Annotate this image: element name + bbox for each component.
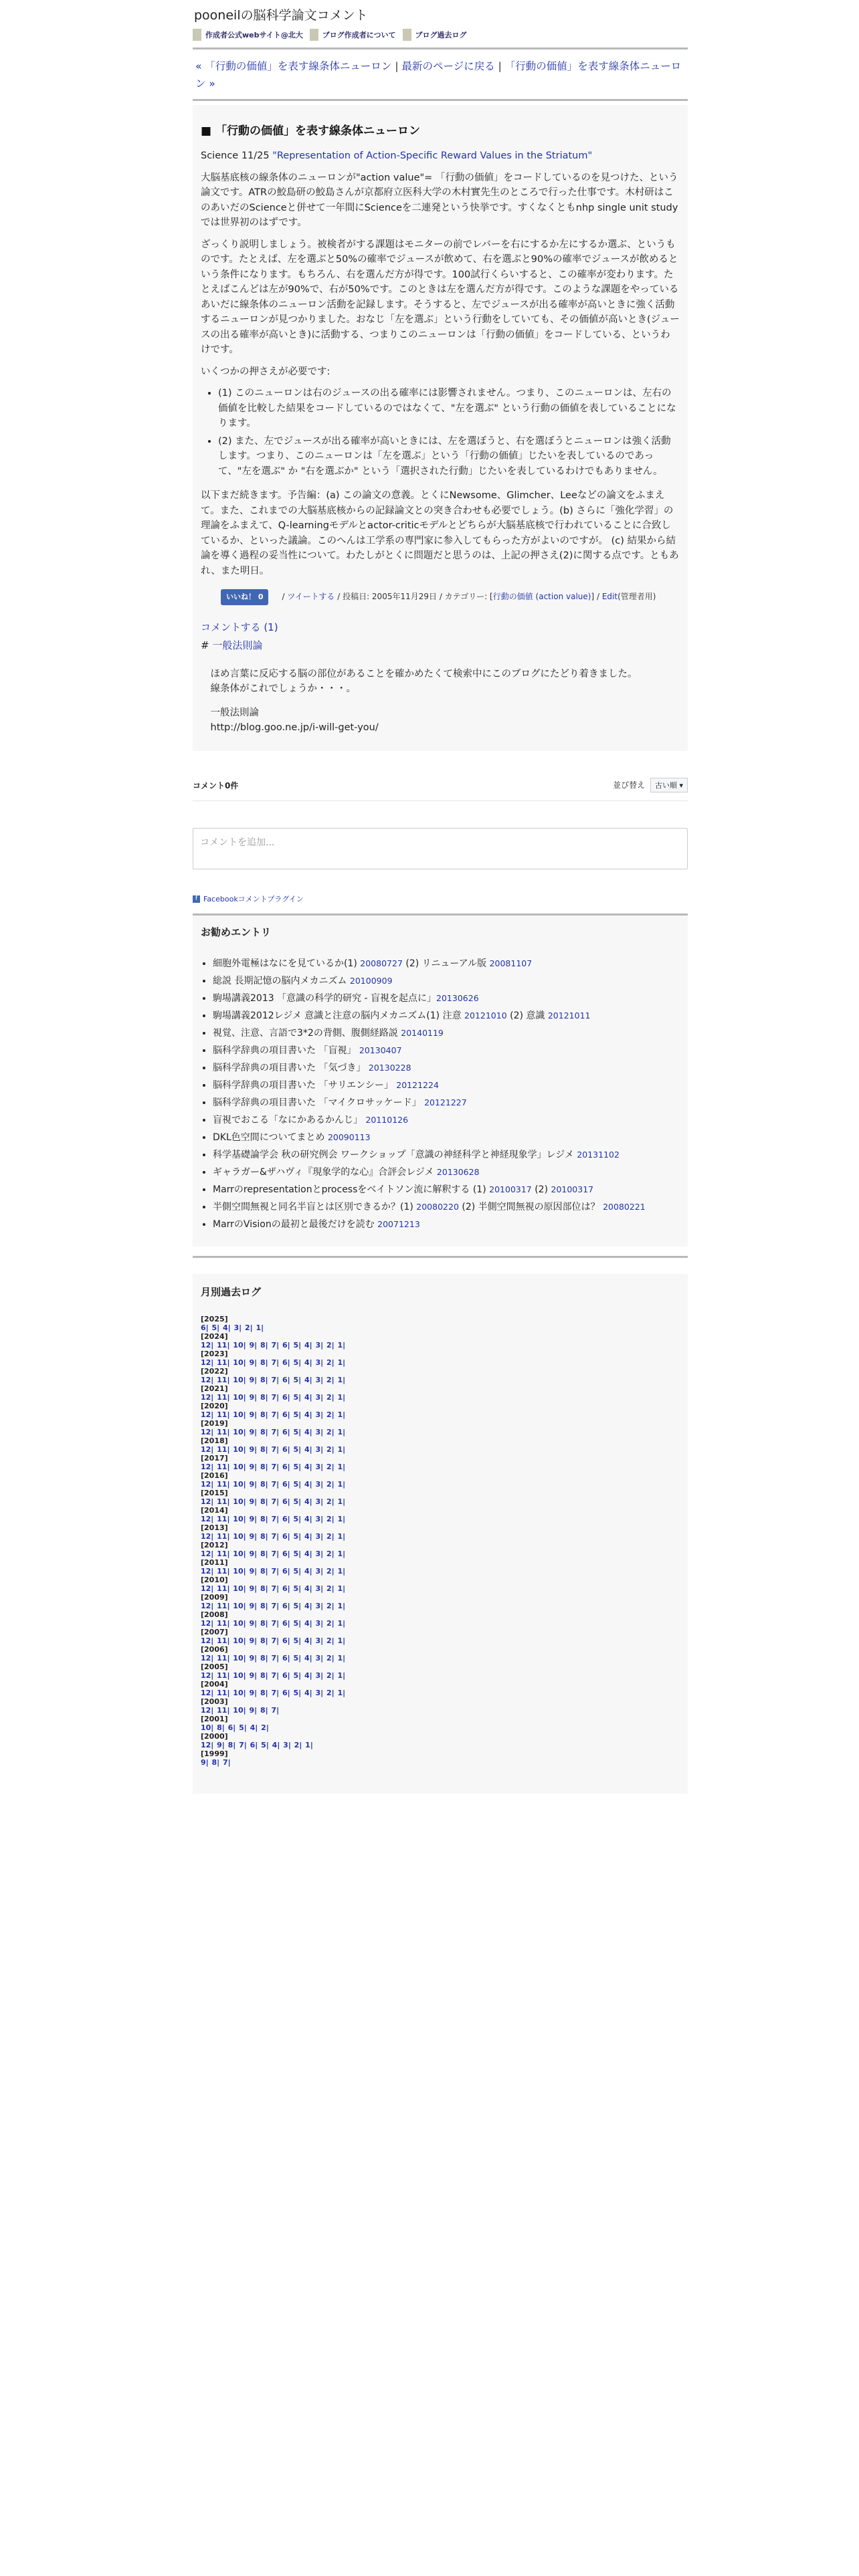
list-item (213, 1059, 680, 1077)
archive-month-links[interactable]: 12| 11| 10| 9| 8| 7| 6| 5| 4| 3| 2| 1| (201, 1549, 346, 1558)
sort-control (613, 778, 688, 792)
recommended-date-link[interactable]: 20100317 (551, 1184, 594, 1194)
facebook-plugin-credit (193, 893, 688, 904)
archive-month-links[interactable]: 12| 11| 10| 9| 8| 7| 6| 5| 4| 3| 2| 1| (201, 1671, 346, 1680)
recommended-date-link[interactable]: 20130628 (436, 1167, 480, 1177)
top-link-official-site[interactable] (193, 29, 303, 41)
recommended-text: 駒場講義2012レジメ 意識と注意の脳内メカニズム(1) 注意 (213, 1010, 465, 1021)
recommended-date-link[interactable]: 20080220 (416, 1202, 459, 1212)
points-list (201, 386, 680, 479)
source-prefix: Science 11/25 (201, 150, 273, 161)
comment-author (201, 638, 680, 652)
archive-year: [2000] (201, 1732, 228, 1741)
archive-month-links[interactable]: 12| 11| 10| 9| 8| 7| 6| 5| 4| 3| 2| 1| (201, 1689, 346, 1697)
recommended-text: 盲視でおこる「なにかあるかんじ」 (213, 1115, 366, 1125)
archive-month-links[interactable]: 9| 8| 7| (201, 1758, 231, 1767)
archive-month-links[interactable]: 12| 11| 10| 9| 8| 7| 6| 5| 4| 3| 2| 1| (201, 1515, 346, 1523)
list-item (213, 1094, 680, 1111)
recommended-text: (2) 意識 (506, 1010, 548, 1021)
category-link[interactable]: 行動の価値 (action value) (492, 592, 591, 601)
archive-title: 月別過去ログ (201, 1286, 262, 1298)
recommended-text: 細胞外電極はなにを見ているか(1) (213, 958, 361, 969)
recommended-entries (193, 916, 688, 1247)
link-marker-icon (403, 29, 411, 41)
archive-month-links[interactable]: 12| 11| 10| 9| 8| 7| 6| 5| 4| 3| 2| 1| (201, 1654, 346, 1662)
list-item (213, 1111, 680, 1129)
list-item (213, 1216, 680, 1233)
archive-year: [2011] (201, 1558, 228, 1567)
recommended-date-link[interactable]: 20080727 (360, 958, 403, 968)
archive-year: [2020] (201, 1402, 228, 1410)
list-item (213, 1007, 680, 1025)
recommended-text: (2) (531, 1184, 551, 1195)
facebook-icon: f (193, 895, 200, 903)
archive-month-links[interactable]: 12| 11| 10| 9| 8| 7| 6| 5| 4| 3| 2| 1| (201, 1602, 346, 1610)
recommended-text: 総説 長期記憶の脳内メカニズム (213, 976, 350, 986)
archive-year: [2010] (201, 1576, 228, 1584)
list-item (213, 1077, 680, 1094)
archive-month-links[interactable]: 12| 9| 8| 7| 6| 5| 4| 3| 2| 1| (201, 1741, 313, 1749)
top-link-label: 作成者公式webサイト@北大 (205, 31, 303, 39)
comment-line: ほめ言葉に反応する脳の部位があることを確かめたくて検索中にこのブログにたどり着きました。 (201, 669, 638, 679)
archive-month-links[interactable]: 12| 11| 10| 9| 8| 7| 6| 5| 4| 3| 2| 1| (201, 1463, 346, 1471)
archive-month-links[interactable]: 12| 11| 10| 9| 8| 7| (201, 1706, 280, 1715)
list-item (213, 1129, 680, 1146)
entry (193, 105, 688, 751)
archive-year: [2024] (201, 1332, 228, 1341)
hash-icon: # (201, 639, 209, 651)
monthly-archive (193, 1274, 688, 1794)
paragraph: いくつかの押さえが必要です: (201, 366, 330, 377)
list-item (213, 1181, 680, 1198)
archive-list (201, 1315, 680, 1767)
archive-year: [2016] (201, 1471, 228, 1480)
comment-line: 線条体がこれでしょうか・・・。 (201, 683, 356, 694)
archive-year: [2001] (201, 1715, 228, 1723)
posted-info: / 投稿日: 2005年11月29日 / カテゴリー: [ (335, 592, 493, 601)
recommended-date-link[interactable]: 20130407 (359, 1045, 402, 1055)
archive-month-links[interactable]: 12| 11| 10| 9| 8| 7| 6| 5| 4| 3| 2| 1| (201, 1445, 346, 1454)
archive-year: [2015] (201, 1489, 228, 1497)
recommended-text: DKL色空間についてまとめ (213, 1132, 328, 1143)
archive-year: [2004] (201, 1680, 228, 1689)
square-icon: ■ (201, 124, 212, 138)
list-item: • (2) また、左でジュースが出る確率が高いときには、左を選ぼうと、右を選ぼうとニューロンは強く活動します。つまり、このニューロンは「左を選ぶ」という「行動の価値」じたいを表しているのであって、"左を選ぶ" か "右を選ぶか" という「選択された行動」じたいを表しているわけでもありません。 (218, 434, 680, 479)
home-link[interactable]: 最新のページに戻る (401, 60, 495, 72)
archive-month-links[interactable]: 12| 11| 10| 9| 8| 7| 6| 5| 4| 3| 2| 1| (201, 1497, 346, 1506)
comment-count-link[interactable]: コメントする (1) (201, 621, 278, 633)
entry-title-text: 「行動の価値」を表す線条体ニューロン (215, 124, 420, 138)
recommended-date-link[interactable]: 20090113 (327, 1132, 371, 1142)
archive-year: [2023] (201, 1350, 228, 1358)
archive-year: [2012] (201, 1541, 228, 1549)
archive-year: [2007] (201, 1628, 228, 1636)
page (193, 0, 688, 1794)
archive-month-links[interactable]: 12| 11| 10| 9| 8| 7| 6| 5| 4| 3| 2| 1| (201, 1393, 346, 1402)
comment-author-link[interactable]: 一般法則論 (212, 639, 263, 651)
recommended-date-link[interactable]: 20140119 (401, 1028, 444, 1038)
recommended-date-link[interactable]: 20121011 (547, 1010, 591, 1021)
divider (193, 1256, 688, 1258)
recommended-date-link[interactable]: 20121224 (396, 1080, 439, 1090)
recommended-date-link[interactable]: 20071213 (377, 1219, 420, 1229)
footer-separator: ] / (591, 592, 602, 601)
nav-separator: | (494, 60, 505, 72)
list-item: • (1) このニューロンは右のジュースの出る確率には影響されません。つまり、このニューロンは、左右の価値を比較した結果をコードしているのではなくて、"左を選ぶ" という行動の価値を表していることになります。 (218, 386, 680, 431)
archive-year: [2019] (201, 1419, 228, 1428)
link-marker-icon (310, 29, 318, 41)
archive-month-links[interactable]: 12| 11| 10| 9| 8| 7| 6| 5| 4| 3| 2| 1| (201, 1480, 346, 1489)
facebook-comments-header (193, 778, 688, 801)
recommended-text: 科学基礎論学会 秋の研究例会 ワークショップ「意識の神経科学と神経現象学」レジメ (213, 1150, 577, 1160)
archive-month-links[interactable]: 12| 11| 10| 9| 8| 7| 6| 5| 4| 3| 2| 1| (201, 1341, 346, 1350)
recommended-text: 視覚、注意、言語で3*2の背側、腹側経路説 (213, 1028, 401, 1039)
list-item (213, 1146, 680, 1164)
list-item (213, 990, 680, 1007)
recommended-date-link[interactable]: 20081107 (489, 958, 533, 968)
archive-month-links[interactable]: 12| 11| 10| 9| 8| 7| 6| 5| 4| 3| 2| 1| (201, 1376, 346, 1384)
facebook-like-button[interactable]: いいね！ 0 (221, 589, 268, 605)
paragraph: 大脳基底核の線条体のニューロンが"action value"= 「行動の価値」をコードしているのを見つけた、という論文です。ATRの鮫島研の鮫島さんが京都府立医科大学の木村實先生のところで行った仕事です。木村研はこのあいだのScienceと併せて一年間にScienceを二連発という快挙です。すくなくともnhp single unit studyでは世界初のはずです。 (201, 172, 678, 228)
archive-month-links[interactable]: 12| 11| 10| 9| 8| 7| 6| 5| 4| 3| 2| 1| (201, 1619, 346, 1628)
archive-year: [2017] (201, 1454, 228, 1463)
next-entry-link[interactable]: 「行動の価値」を表す線条体ニューロン » (195, 60, 682, 90)
paragraph: 以下まだ続きます。予告編：(a) この論文の意義。とくにNewsome、Glimcher、Leeなどの論文をふまえて。また、これまでの大脳基底核からの記録論文との突き合わせも必要でしょう。(b) さらに「強化学習」の理論をふまえて、Q-learningモデルとactor-criticモデルとどちらが大脳基底核で行われていることに合致しているか、といった議論。このへんは工学系の専門家に参入してもらった方がよいのですが。 (c) 結果から結論を導く過程の妥当性について。わたしがとくに問題だと思うのは、上記の押さえ(2)に関する点です。ともあれ、また明日。 (201, 490, 679, 576)
facebook-comment-count: コメント0件 (193, 780, 239, 790)
archive-year: [2025] (201, 1315, 228, 1323)
archive-year: [2003] (201, 1697, 228, 1706)
archive-month-links[interactable]: 12| 11| 10| 9| 8| 7| 6| 5| 4| 3| 2| 1| (201, 1532, 346, 1541)
list-item (213, 1198, 680, 1216)
list-item (213, 1042, 680, 1059)
archive-year: [2009] (201, 1593, 228, 1602)
list-item (213, 1025, 680, 1042)
link-marker-icon (193, 29, 201, 41)
top-link-blog-archive[interactable] (403, 29, 467, 41)
facebook-plugin-link[interactable]: Facebookコメントプラグイン (203, 895, 304, 903)
list-item (213, 1164, 680, 1181)
archive-month-links[interactable]: 6| 5| 4| 3| 2| 1| (201, 1323, 264, 1332)
recommended-text: 脳科学辞典の項目書いた 「サリエンシー」 (213, 1080, 397, 1091)
nav-separator: | (391, 60, 402, 72)
recommended-text: (2) 半側空間無視の原因部位は？ (458, 1202, 603, 1212)
archive-month-links[interactable]: 12| 11| 10| 9| 8| 7| 6| 5| 4| 3| 2| 1| (201, 1636, 346, 1645)
archive-month-links[interactable]: 12| 11| 10| 9| 8| 7| 6| 5| 4| 3| 2| 1| (201, 1428, 346, 1436)
archive-year: [2013] (201, 1523, 228, 1532)
entry-body (201, 148, 680, 578)
archive-year: [2014] (201, 1506, 228, 1515)
recommended-date-link[interactable]: 20100317 (489, 1184, 532, 1194)
recommended-date-link[interactable]: 20130626 (436, 993, 479, 1003)
entry-source (201, 148, 680, 164)
top-link-about-author[interactable] (310, 29, 396, 41)
recommended-date-link[interactable]: 20121010 (464, 1010, 507, 1021)
sort-select[interactable]: 古い順 ▾ (650, 778, 688, 792)
list-item (213, 972, 680, 990)
recommended-list (201, 955, 680, 1233)
recommended-date-link[interactable]: 20130228 (368, 1063, 411, 1073)
recommended-text: 脳科学辞典の項目書いた 「気づき」 (213, 1063, 369, 1073)
archive-year: [2018] (201, 1436, 228, 1445)
recommended-text: 脳科学辞典の項目書いた 「盲視」 (213, 1045, 359, 1056)
recommended-text: 脳科学辞典の項目書いた 「マイクロサッケード」 (213, 1097, 425, 1108)
recommended-title: お勧めエントリ (201, 926, 272, 938)
archive-month-links[interactable]: 12| 11| 10| 9| 8| 7| 6| 5| 4| 3| 2| 1| (201, 1358, 346, 1367)
paragraph: ざっくり説明しましょう。被検者がする課題はモニターの前でレバーを右にするか左にするか選ぶ、というものです。たとえば、左を選ぶと50%の確率でジュースが飲めて、右を選ぶと90%の確率でジュースが飲めるという条件になります。もちろん、右を選んだ方が得です。100試行くらいすると、この確率が変わります。たとえばこんどは左が90%で、右が50%です。このときは左を選んだ方が得です。このような課題をやっているあいだに線条体のニューロン活動を記録します。そうすると、左でジュースが出る確率が高いときに強く活動するニューロンが見つかりました。おなじ「左を選ぶ」という行動をしていても、その価値が高いとき(ジュースの出る確率が高いとき)に活動する、つまりこのニューロンは「行動の価値」をコードしている、というわけです。 (201, 239, 680, 355)
facebook-comments (193, 778, 688, 904)
facebook-comment-input[interactable]: コメントを追加... (193, 828, 688, 869)
recommended-text: Marrのrepresentationとprocessをベイトソン流に解釈する (1) (213, 1184, 490, 1195)
list-item (213, 955, 680, 972)
archive-year: [2008] (201, 1610, 228, 1619)
recommended-text: ギャラガー&ザハヴィ『現象学的な心』合評会レジメ (213, 1167, 437, 1178)
site-title[interactable]: pooneilの脳科学論文コメント (194, 8, 368, 23)
archive-month-links[interactable]: 12| 11| 10| 9| 8| 7| 6| 5| 4| 3| 2| 1| (201, 1584, 346, 1593)
archive-month-links[interactable]: 12| 11| 10| 9| 8| 7| 6| 5| 4| 3| 2| 1| (201, 1410, 346, 1419)
recommended-date-link[interactable]: 20121227 (424, 1097, 467, 1107)
archive-year: [2006] (201, 1645, 228, 1654)
recommended-text: (2) リニューアル版 (402, 958, 490, 969)
archive-year: [2021] (201, 1384, 228, 1393)
archive-month-links[interactable]: 10| 8| 6| 5| 4| 2| (201, 1723, 269, 1732)
top-link-label: ブログ過去ログ (415, 31, 467, 39)
comment-body (201, 667, 680, 735)
entry-title (201, 121, 680, 138)
prev-entry-link[interactable]: « 「行動の価値」を表す線条体ニューロン (195, 60, 392, 72)
signature-name: 一般法則論 (201, 708, 259, 718)
archive-year: [2022] (201, 1367, 228, 1376)
recommended-date-link[interactable]: 20110126 (365, 1115, 409, 1125)
tweet-link[interactable]: ツイートする (287, 592, 335, 601)
top-links (193, 29, 688, 49)
comment-signature (201, 706, 680, 735)
archive-year: [1999] (201, 1749, 228, 1758)
recommended-text: 駒場講義2013 「意識の科学的研究 - 盲視を起点に」 (213, 993, 437, 1004)
signature-url: http://blog.goo.ne.jp/i-will-get-you/ (201, 722, 379, 733)
recommended-date-link[interactable]: 20080221 (603, 1202, 646, 1212)
entry-navigation (193, 49, 688, 101)
comment-section (201, 620, 680, 634)
recommended-date-link[interactable]: 20131102 (577, 1150, 619, 1160)
admin-note: (管理者用) (617, 592, 656, 601)
top-link-label: ブログ作成者について (322, 31, 396, 39)
sort-label: 並び替え (613, 780, 646, 790)
edit-link[interactable]: Edit (601, 592, 618, 601)
recommended-text: MarrのVisionの最初と最後だけを読む (213, 1219, 378, 1230)
source-paper-link[interactable]: "Representation of Action-Specific Reward Values in the Striatum" (272, 150, 593, 161)
recommended-text: 半側空間無視と同名半盲とは区別できるか？(1) (213, 1202, 417, 1212)
entry-footer: いいね！ 0 / ツイートする / 投稿日: 2005年11月29日 / カテゴリー: [行動の価値 (action value)] / Edit(管理者用) (201, 589, 680, 605)
archive-month-links[interactable]: 12| 11| 10| 9| 8| 7| 6| 5| 4| 3| 2| 1| (201, 1567, 346, 1576)
recommended-date-link[interactable]: 20100909 (349, 976, 393, 986)
comment-text (201, 667, 680, 696)
archive-year: [2005] (201, 1662, 228, 1671)
